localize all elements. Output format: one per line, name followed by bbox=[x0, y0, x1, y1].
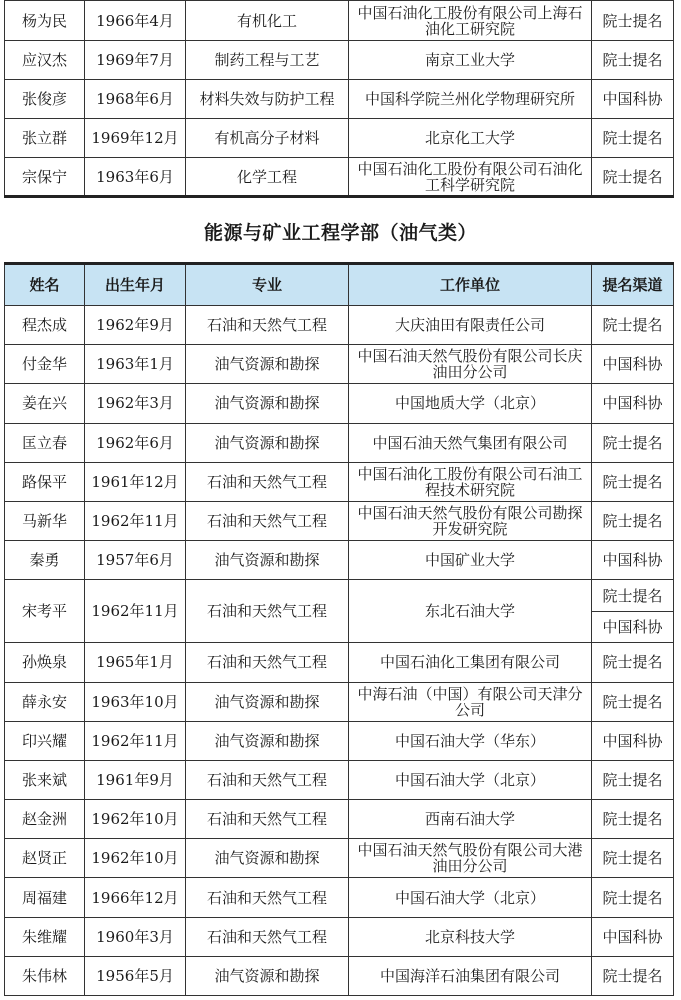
cell-birth: 1969年12月 bbox=[85, 119, 186, 158]
cell-unit: 中国石油大学（北京） bbox=[349, 878, 592, 917]
cell-major: 油气资源和勘探 bbox=[186, 384, 349, 423]
table-row bbox=[5, 760, 674, 799]
cell-unit: 北京化工大学 bbox=[349, 119, 592, 158]
cell-name: 孙焕泉 bbox=[5, 643, 85, 682]
cell-channel: 中国科协 bbox=[592, 80, 674, 119]
cell-birth: 1965年1月 bbox=[85, 643, 186, 682]
cell-unit: 中国石油天然气股份有限公司大港油田分公司 bbox=[349, 839, 592, 878]
cell-channel: 中国科协 bbox=[592, 384, 674, 423]
cell-birth: 1963年1月 bbox=[85, 345, 186, 384]
cell-channel: 院士提名 bbox=[592, 682, 674, 721]
cell-major: 油气资源和勘探 bbox=[186, 956, 349, 995]
cell-unit: 中国石油大学（华东） bbox=[349, 721, 592, 760]
cell-unit: 中国石油天然气集团有限公司 bbox=[349, 423, 592, 462]
cell-major: 油气资源和勘探 bbox=[186, 839, 349, 878]
cell-major: 石油和天然气工程 bbox=[186, 501, 349, 540]
cell-major: 石油和天然气工程 bbox=[186, 462, 349, 501]
cell-channel: 院士提名 bbox=[592, 878, 674, 917]
cell-birth: 1957年6月 bbox=[85, 541, 186, 580]
cell-channel: 院士提名 bbox=[592, 158, 674, 197]
cell-unit: 中海石油（中国）有限公司天津分公司 bbox=[349, 682, 592, 721]
cell-unit: 中国石油天然气股份有限公司勘探开发研究院 bbox=[349, 501, 592, 540]
cell-name: 张俊彦 bbox=[5, 80, 85, 119]
cell-name: 印兴耀 bbox=[5, 721, 85, 760]
nominee-table bbox=[4, 262, 674, 996]
cell-name: 应汉杰 bbox=[5, 41, 85, 80]
cell-birth: 1962年10月 bbox=[85, 839, 186, 878]
cell-major: 制药工程与工艺 bbox=[186, 41, 349, 80]
cell-major: 化学工程 bbox=[186, 158, 349, 197]
cell-unit: 中国石油化工集团有限公司 bbox=[349, 643, 592, 682]
table-row bbox=[5, 462, 674, 501]
cell-channel: 院士提名 bbox=[592, 800, 674, 839]
cell-name: 朱伟林 bbox=[5, 956, 85, 995]
cell-birth: 1962年11月 bbox=[85, 580, 186, 643]
cell-channel: 中国科协 bbox=[592, 721, 674, 760]
cell-channel: 院士提名 bbox=[592, 580, 674, 612]
cell-birth: 1962年9月 bbox=[85, 306, 186, 345]
cell-channel: 院士提名 bbox=[592, 839, 674, 878]
table-row bbox=[5, 721, 674, 760]
cell-birth: 1963年6月 bbox=[85, 158, 186, 197]
table-row bbox=[5, 580, 674, 612]
cell-name: 赵金洲 bbox=[5, 800, 85, 839]
cell-channel: 院士提名 bbox=[592, 760, 674, 799]
cell-channel: 院士提名 bbox=[592, 41, 674, 80]
cell-birth: 1956年5月 bbox=[85, 956, 186, 995]
cell-major: 石油和天然气工程 bbox=[186, 917, 349, 956]
cell-name: 路保平 bbox=[5, 462, 85, 501]
cell-channel: 院士提名 bbox=[592, 462, 674, 501]
cell-name: 匡立春 bbox=[5, 423, 85, 462]
table-row bbox=[5, 41, 674, 80]
table-row bbox=[5, 1, 674, 41]
cell-channel: 中国科协 bbox=[592, 541, 674, 580]
cell-major: 油气资源和勘探 bbox=[186, 682, 349, 721]
cell-major: 材料失效与防护工程 bbox=[186, 80, 349, 119]
cell-unit: 中国石油化工股份有限公司石油化工科学研究院 bbox=[349, 158, 592, 197]
table-row bbox=[5, 541, 674, 580]
table-row bbox=[5, 800, 674, 839]
cell-channel: 院士提名 bbox=[592, 119, 674, 158]
cell-major: 油气资源和勘探 bbox=[186, 541, 349, 580]
cell-birth: 1963年10月 bbox=[85, 682, 186, 721]
cell-name: 朱维耀 bbox=[5, 917, 85, 956]
cell-major: 石油和天然气工程 bbox=[186, 643, 349, 682]
section-title: 能源与矿业工程学部（油气类） bbox=[203, 222, 477, 244]
cell-major: 有机化工 bbox=[186, 1, 349, 41]
cell-name: 宋考平 bbox=[5, 580, 85, 643]
cell-birth: 1966年4月 bbox=[85, 1, 186, 41]
cell-major: 石油和天然气工程 bbox=[186, 800, 349, 839]
cell-channel: 中国科协 bbox=[592, 345, 674, 384]
header-major: 专业 bbox=[186, 264, 349, 306]
cell-unit: 中国海洋石油集团有限公司 bbox=[349, 956, 592, 995]
cell-name: 马新华 bbox=[5, 501, 85, 540]
cell-unit: 中国地质大学（北京） bbox=[349, 384, 592, 423]
cell-birth: 1962年11月 bbox=[85, 721, 186, 760]
header-name: 姓名 bbox=[5, 264, 85, 306]
cell-unit: 南京工业大学 bbox=[349, 41, 592, 80]
cell-birth: 1962年11月 bbox=[85, 501, 186, 540]
header-unit: 工作单位 bbox=[349, 264, 592, 306]
cell-birth: 1961年9月 bbox=[85, 760, 186, 799]
table-row bbox=[5, 384, 674, 423]
cell-channel: 院士提名 bbox=[592, 1, 674, 41]
cell-birth: 1962年3月 bbox=[85, 384, 186, 423]
cell-name: 薛永安 bbox=[5, 682, 85, 721]
table-row bbox=[5, 501, 674, 540]
cell-name: 程杰成 bbox=[5, 306, 85, 345]
table-row bbox=[5, 80, 674, 119]
cell-name: 姜在兴 bbox=[5, 384, 85, 423]
table-row bbox=[5, 839, 674, 878]
cell-major: 油气资源和勘探 bbox=[186, 721, 349, 760]
cell-unit: 大庆油田有限责任公司 bbox=[349, 306, 592, 345]
cell-unit: 中国石油大学（北京） bbox=[349, 760, 592, 799]
cell-unit: 中国石油化工股份有限公司石油工程技术研究院 bbox=[349, 462, 592, 501]
cell-birth: 1961年12月 bbox=[85, 462, 186, 501]
cell-major: 石油和天然气工程 bbox=[186, 878, 349, 917]
cell-birth: 1966年12月 bbox=[85, 878, 186, 917]
cell-channel: 院士提名 bbox=[592, 501, 674, 540]
cell-birth: 1960年3月 bbox=[85, 917, 186, 956]
cell-birth: 1969年7月 bbox=[85, 41, 186, 80]
cell-name: 张立群 bbox=[5, 119, 85, 158]
table-row bbox=[5, 119, 674, 158]
header-birth: 出生年月 bbox=[85, 264, 186, 306]
cell-birth: 1968年6月 bbox=[85, 80, 186, 119]
cell-unit: 东北石油大学 bbox=[349, 580, 592, 643]
cell-major: 石油和天然气工程 bbox=[186, 760, 349, 799]
table-row bbox=[5, 956, 674, 995]
cell-unit: 中国石油化工股份有限公司上海石油化工研究院 bbox=[349, 1, 592, 41]
cell-name: 杨为民 bbox=[5, 1, 85, 41]
table-row bbox=[5, 682, 674, 721]
cell-channel: 院士提名 bbox=[592, 423, 674, 462]
table-row bbox=[5, 158, 674, 197]
table-row bbox=[5, 345, 674, 384]
cell-major: 有机高分子材料 bbox=[186, 119, 349, 158]
cell-major: 石油和天然气工程 bbox=[186, 580, 349, 643]
cell-channel: 中国科协 bbox=[592, 611, 674, 643]
cell-channel: 院士提名 bbox=[592, 643, 674, 682]
cell-name: 秦勇 bbox=[5, 541, 85, 580]
cell-name: 周福建 bbox=[5, 878, 85, 917]
table-row bbox=[5, 643, 674, 682]
cell-unit: 北京科技大学 bbox=[349, 917, 592, 956]
cell-major: 油气资源和勘探 bbox=[186, 345, 349, 384]
cell-major: 石油和天然气工程 bbox=[186, 306, 349, 345]
table-row bbox=[5, 306, 674, 345]
cell-unit: 西南石油大学 bbox=[349, 800, 592, 839]
cell-unit: 中国矿业大学 bbox=[349, 541, 592, 580]
cell-name: 赵贤正 bbox=[5, 839, 85, 878]
cell-name: 宗保宁 bbox=[5, 158, 85, 197]
table-row bbox=[5, 423, 674, 462]
table-row bbox=[5, 917, 674, 956]
cell-unit: 中国石油天然气股份有限公司长庆油田分公司 bbox=[349, 345, 592, 384]
cell-birth: 1962年10月 bbox=[85, 800, 186, 839]
cell-name: 张来斌 bbox=[5, 760, 85, 799]
cell-name: 付金华 bbox=[5, 345, 85, 384]
table-row bbox=[5, 878, 674, 917]
cell-major: 油气资源和勘探 bbox=[186, 423, 349, 462]
cell-channel: 院士提名 bbox=[592, 956, 674, 995]
cell-unit: 中国科学院兰州化学物理研究所 bbox=[349, 80, 592, 119]
cell-channel: 中国科协 bbox=[592, 917, 674, 956]
cell-birth: 1962年6月 bbox=[85, 423, 186, 462]
header-channel: 提名渠道 bbox=[592, 264, 674, 306]
cell-channel: 院士提名 bbox=[592, 306, 674, 345]
table-header-row bbox=[5, 264, 674, 306]
previous-section-table bbox=[4, 0, 674, 198]
